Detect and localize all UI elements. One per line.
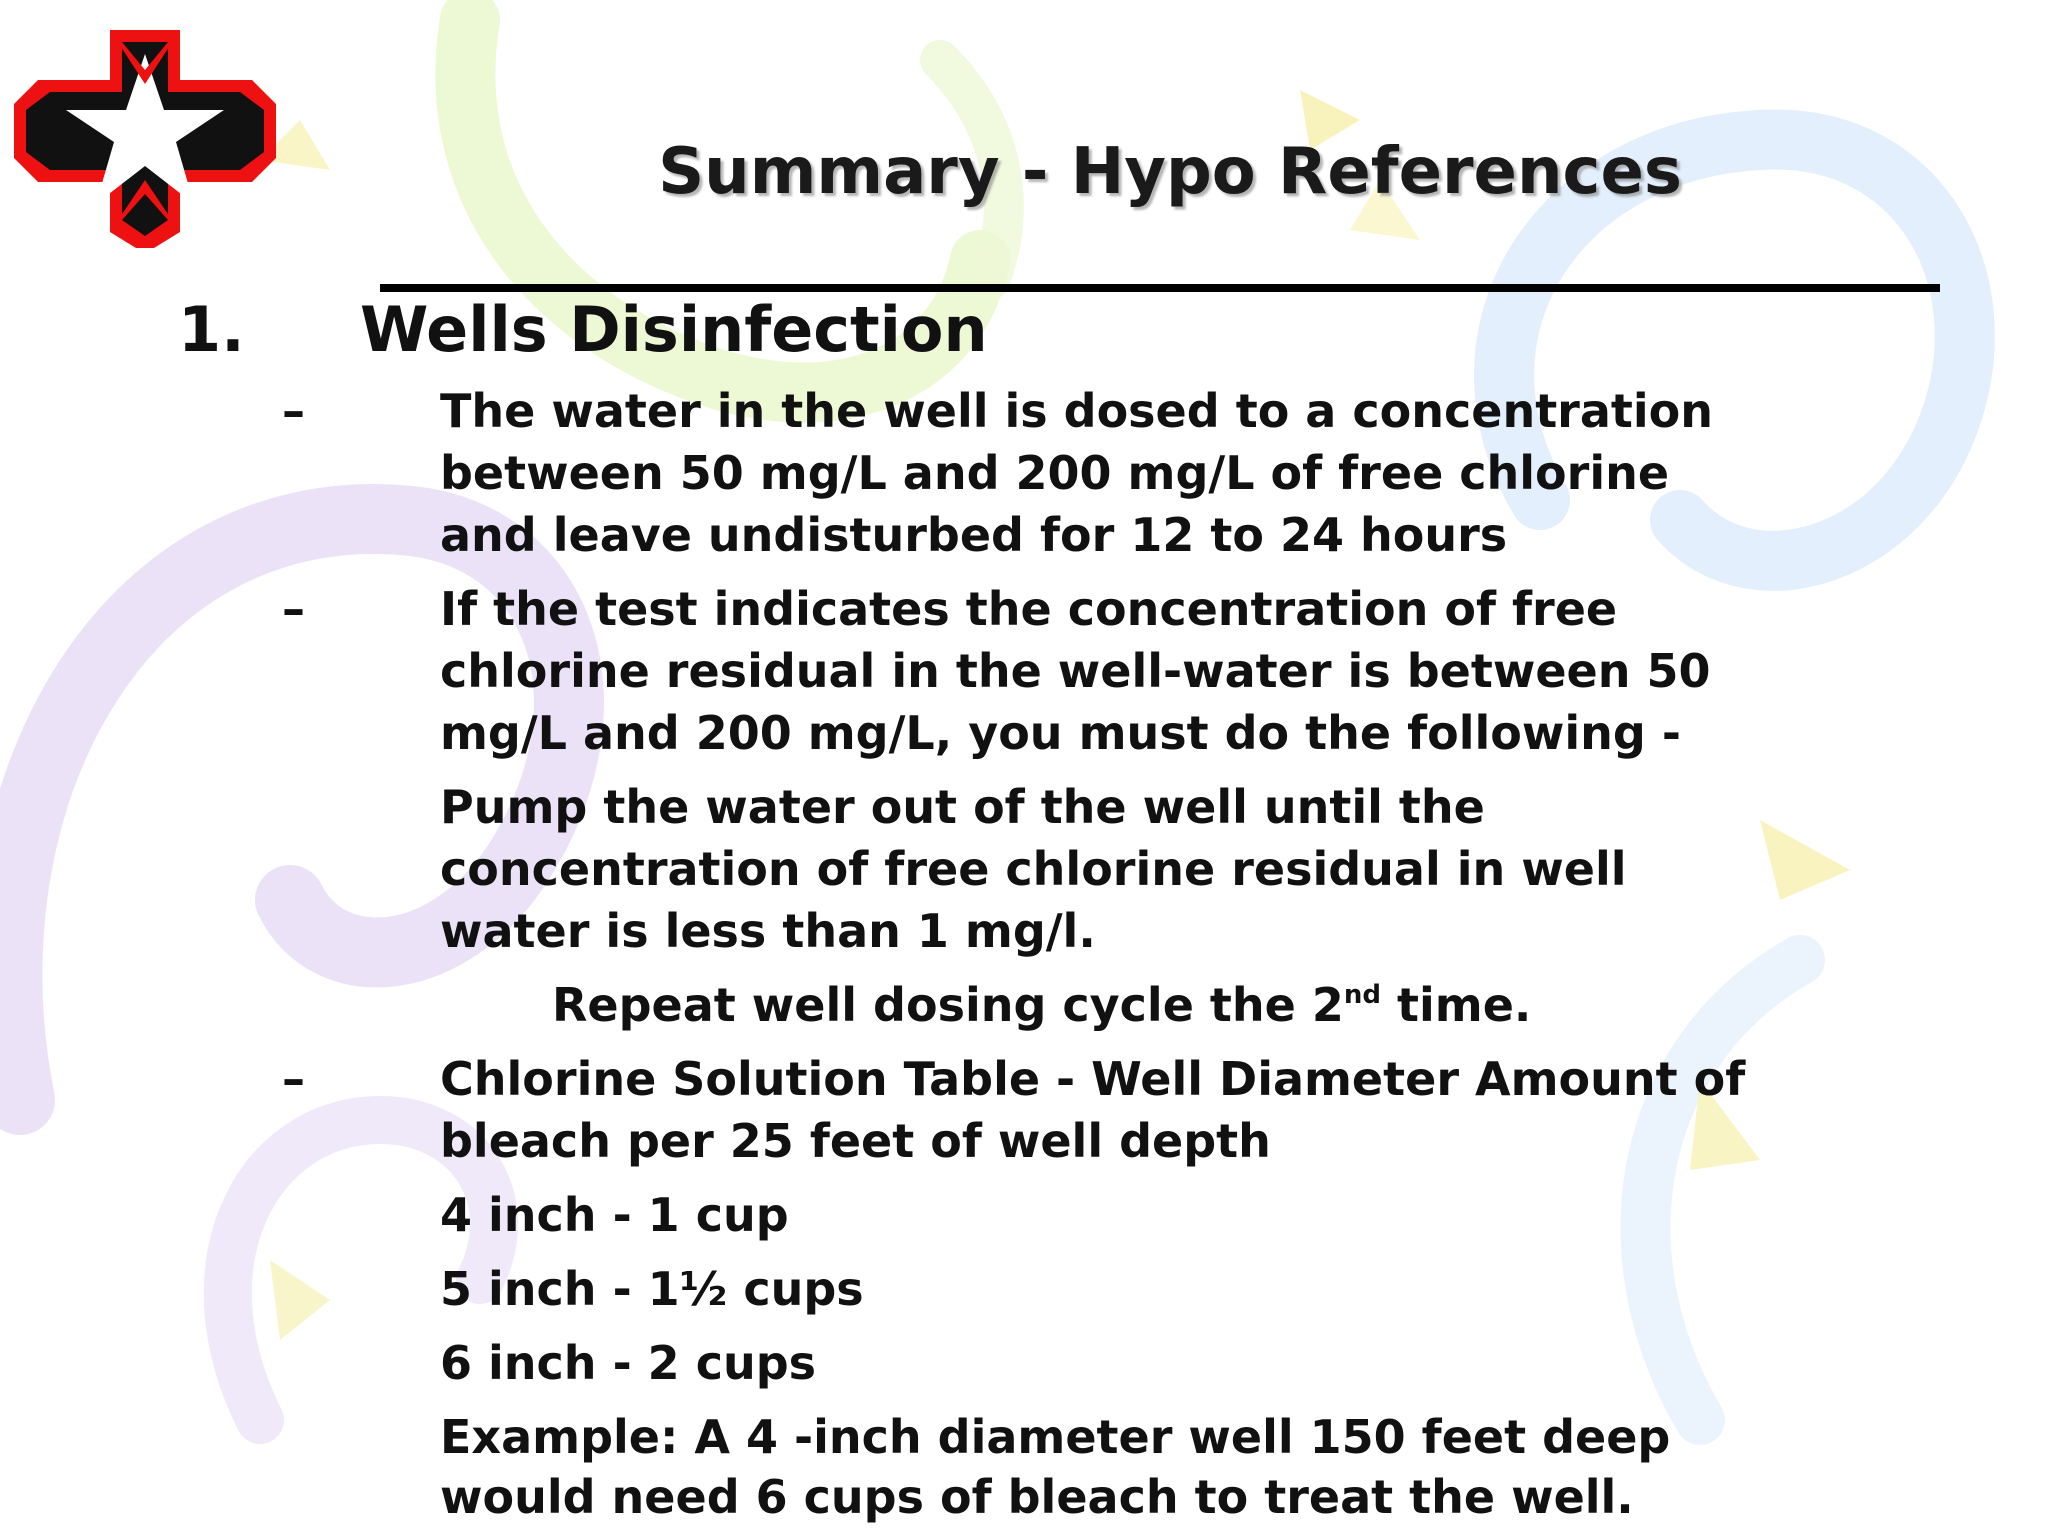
section-heading: Wells Disinfection <box>360 293 988 366</box>
bullet2-line: If the test indicates the concentration of free <box>440 582 1618 636</box>
bullet-marker: – <box>282 384 305 438</box>
section-number: 1. <box>178 293 245 366</box>
repeat-text-after: time. <box>1381 978 1532 1032</box>
table-row: 5 inch - 1½ cups <box>440 1262 864 1316</box>
example-line: Example: A 4 -inch diameter well 150 feet deep <box>440 1410 1671 1464</box>
table-row: 6 inch - 2 cups <box>440 1336 817 1390</box>
bullet1-line: and leave undisturbed for 12 to 24 hours <box>440 508 1508 562</box>
repeat-line <box>552 974 2048 1036</box>
bullet3-line: Chlorine Solution Table - Well Diameter Amount of <box>440 1052 1746 1106</box>
yellow-confetti-5 <box>270 1260 330 1340</box>
title-divider <box>380 284 1940 292</box>
pump-line: Pump the water out of the well until the <box>440 780 1485 834</box>
slide-title: Summary - Hypo References <box>658 135 1682 209</box>
pump-line: concentration of free chlorine residual in well <box>440 842 1627 896</box>
bullet1-line: between 50 mg/L and 200 mg/L of free chlorine <box>440 446 1670 500</box>
repeat-text-before: Repeat well dosing cycle the 2 <box>552 978 1344 1032</box>
repeat-ordinal-suffix: nd <box>1343 980 1381 1010</box>
pump-line: water is less than 1 mg/l. <box>440 904 1096 958</box>
bullet1-line: The water in the well is dosed to a concentration <box>440 384 1714 438</box>
bullet-marker: – <box>282 1052 305 1106</box>
red-black-star-cross-logo-icon <box>14 14 276 248</box>
bullet2-line: chlorine residual in the well-water is between 50 <box>440 644 1711 698</box>
bullet2-line: mg/L and 200 mg/L, you must do the following - <box>440 706 1681 760</box>
bullet3-line: bleach per 25 feet of well depth <box>440 1114 1271 1168</box>
table-row: 4 inch - 1 cup <box>440 1188 789 1242</box>
example-line: would need 6 cups of bleach to treat the well. <box>440 1470 1634 1524</box>
bullet-marker: – <box>282 582 305 636</box>
